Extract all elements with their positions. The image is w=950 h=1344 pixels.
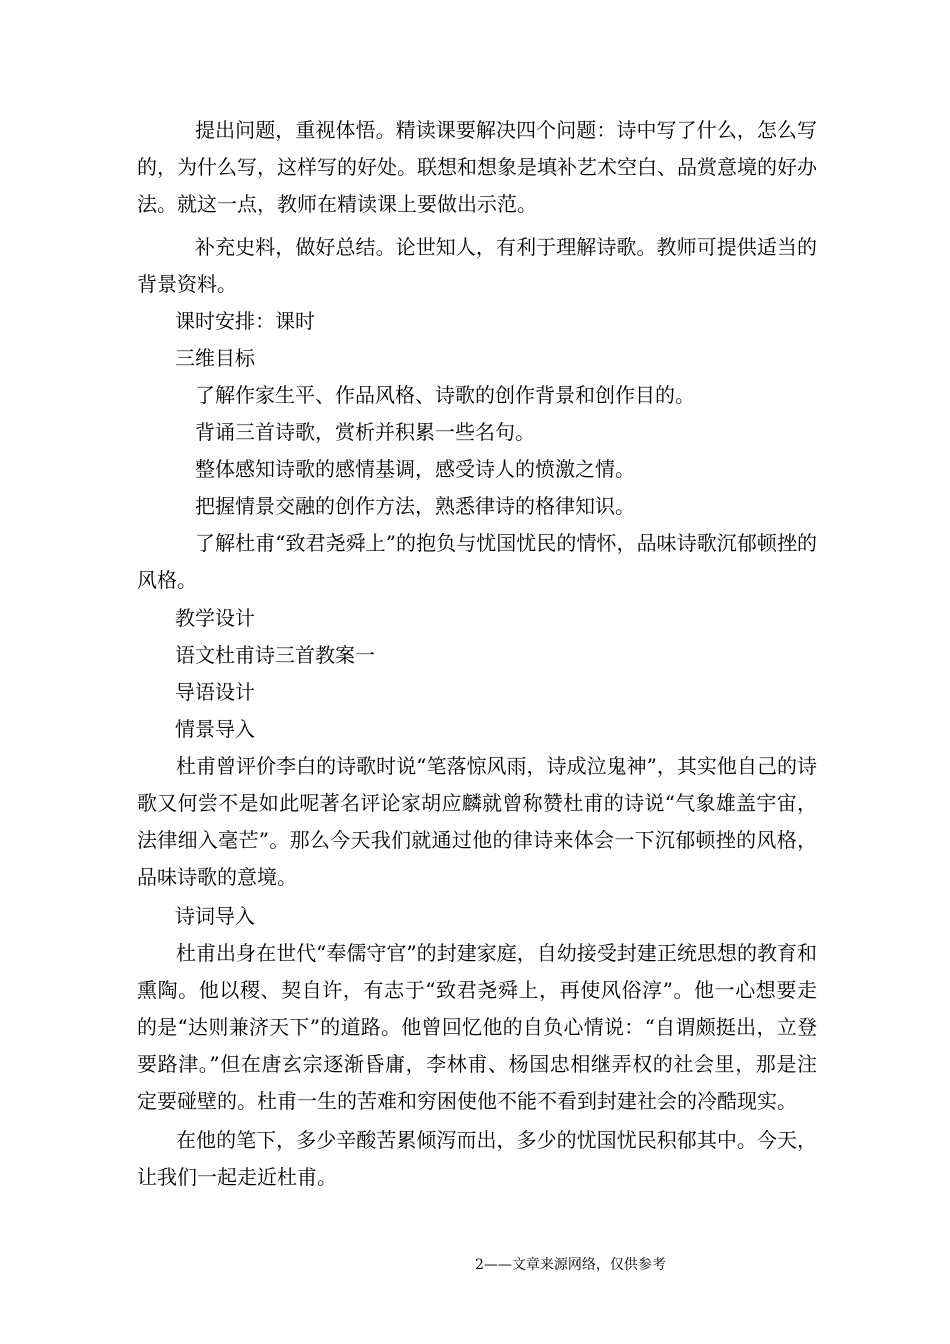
goal-item-1: 了解作家生平、作品风格、诗歌的创作背景和创作目的。 bbox=[195, 383, 695, 407]
section-heading-intro: 导语设计 bbox=[175, 680, 255, 704]
paragraph-poem-intro: 杜甫出身在世代“奉儒守官”的封建家庭，自幼接受封建正统思想的教育和熏陶。他以稷、契自许，有志于“致君尧舜上，再使风俗淳”。他一心想要走的是“达则兼济天下”的道路。他曾回忆他的自负心情说：“自谓颇挺出，立登要路津。”但在唐玄宗逐渐昏庸，李林甫、杨国忠相继弄权的社会里，那是注定要碰壁的。杜甫一生的苦难和穷困使他不能不看到封建社会的冷酷现实。 bbox=[137, 941, 817, 1113]
paragraph-supplement: 补充史料，做好总结。论世知人，有利于理解诗歌。教师可提供适当的背景资料。 bbox=[137, 235, 817, 296]
lesson-plan-title: 语文杜甫诗三首教案一 bbox=[175, 643, 375, 667]
page-footer: 2——文章来源网络，仅供参考 bbox=[475, 1257, 666, 1273]
goal-item-2: 背诵三首诗歌，赏析并积累一些名句。 bbox=[195, 420, 535, 444]
goal-item-5: 了解杜甫“致君尧舜上”的抱负与忧国忧民的情怀，品味诗歌沉郁顿挫的风格。 bbox=[137, 531, 817, 592]
lesson-arrangement: 课时安排：课时 bbox=[175, 309, 315, 333]
paragraph-closing: 在他的笔下，多少辛酸苦累倾泻而出，多少的忧国忧民积郁其中。今天，让我们一起走近杜甫。 bbox=[137, 1128, 817, 1189]
goal-item-3: 整体感知诗歌的感情基调，感受诗人的愤激之情。 bbox=[195, 457, 635, 481]
subheading-scene-intro: 情景导入 bbox=[175, 717, 255, 741]
subheading-poem-intro: 诗词导入 bbox=[175, 904, 255, 928]
section-heading-goals: 三维目标 bbox=[175, 346, 255, 370]
section-heading-design: 教学设计 bbox=[175, 606, 255, 630]
goal-item-4: 把握情景交融的创作方法，熟悉律诗的格律知识。 bbox=[195, 494, 635, 518]
paragraph-scene-intro: 杜甫曾评价李白的诗歌时说“笔落惊风雨，诗成泣鬼神”，其实他自己的诗歌又何尝不是如此呢著名评论家胡应麟就曾称赞杜甫的诗说“气象雄盖宇宙，法律细入毫芒”。那么今天我们就通过他的律诗来体会一下沉郁顿挫的风格，品味诗歌的意境。 bbox=[137, 754, 817, 889]
paragraph-reading-method: 提出问题，重视体悟。精读课要解决四个问题：诗中写了什么，怎么写的，为什么写，这样写的好处。联想和想象是填补艺术空白、品赏意境的好办法。就这一点，教师在精读课上要做出示范。 bbox=[137, 118, 817, 216]
